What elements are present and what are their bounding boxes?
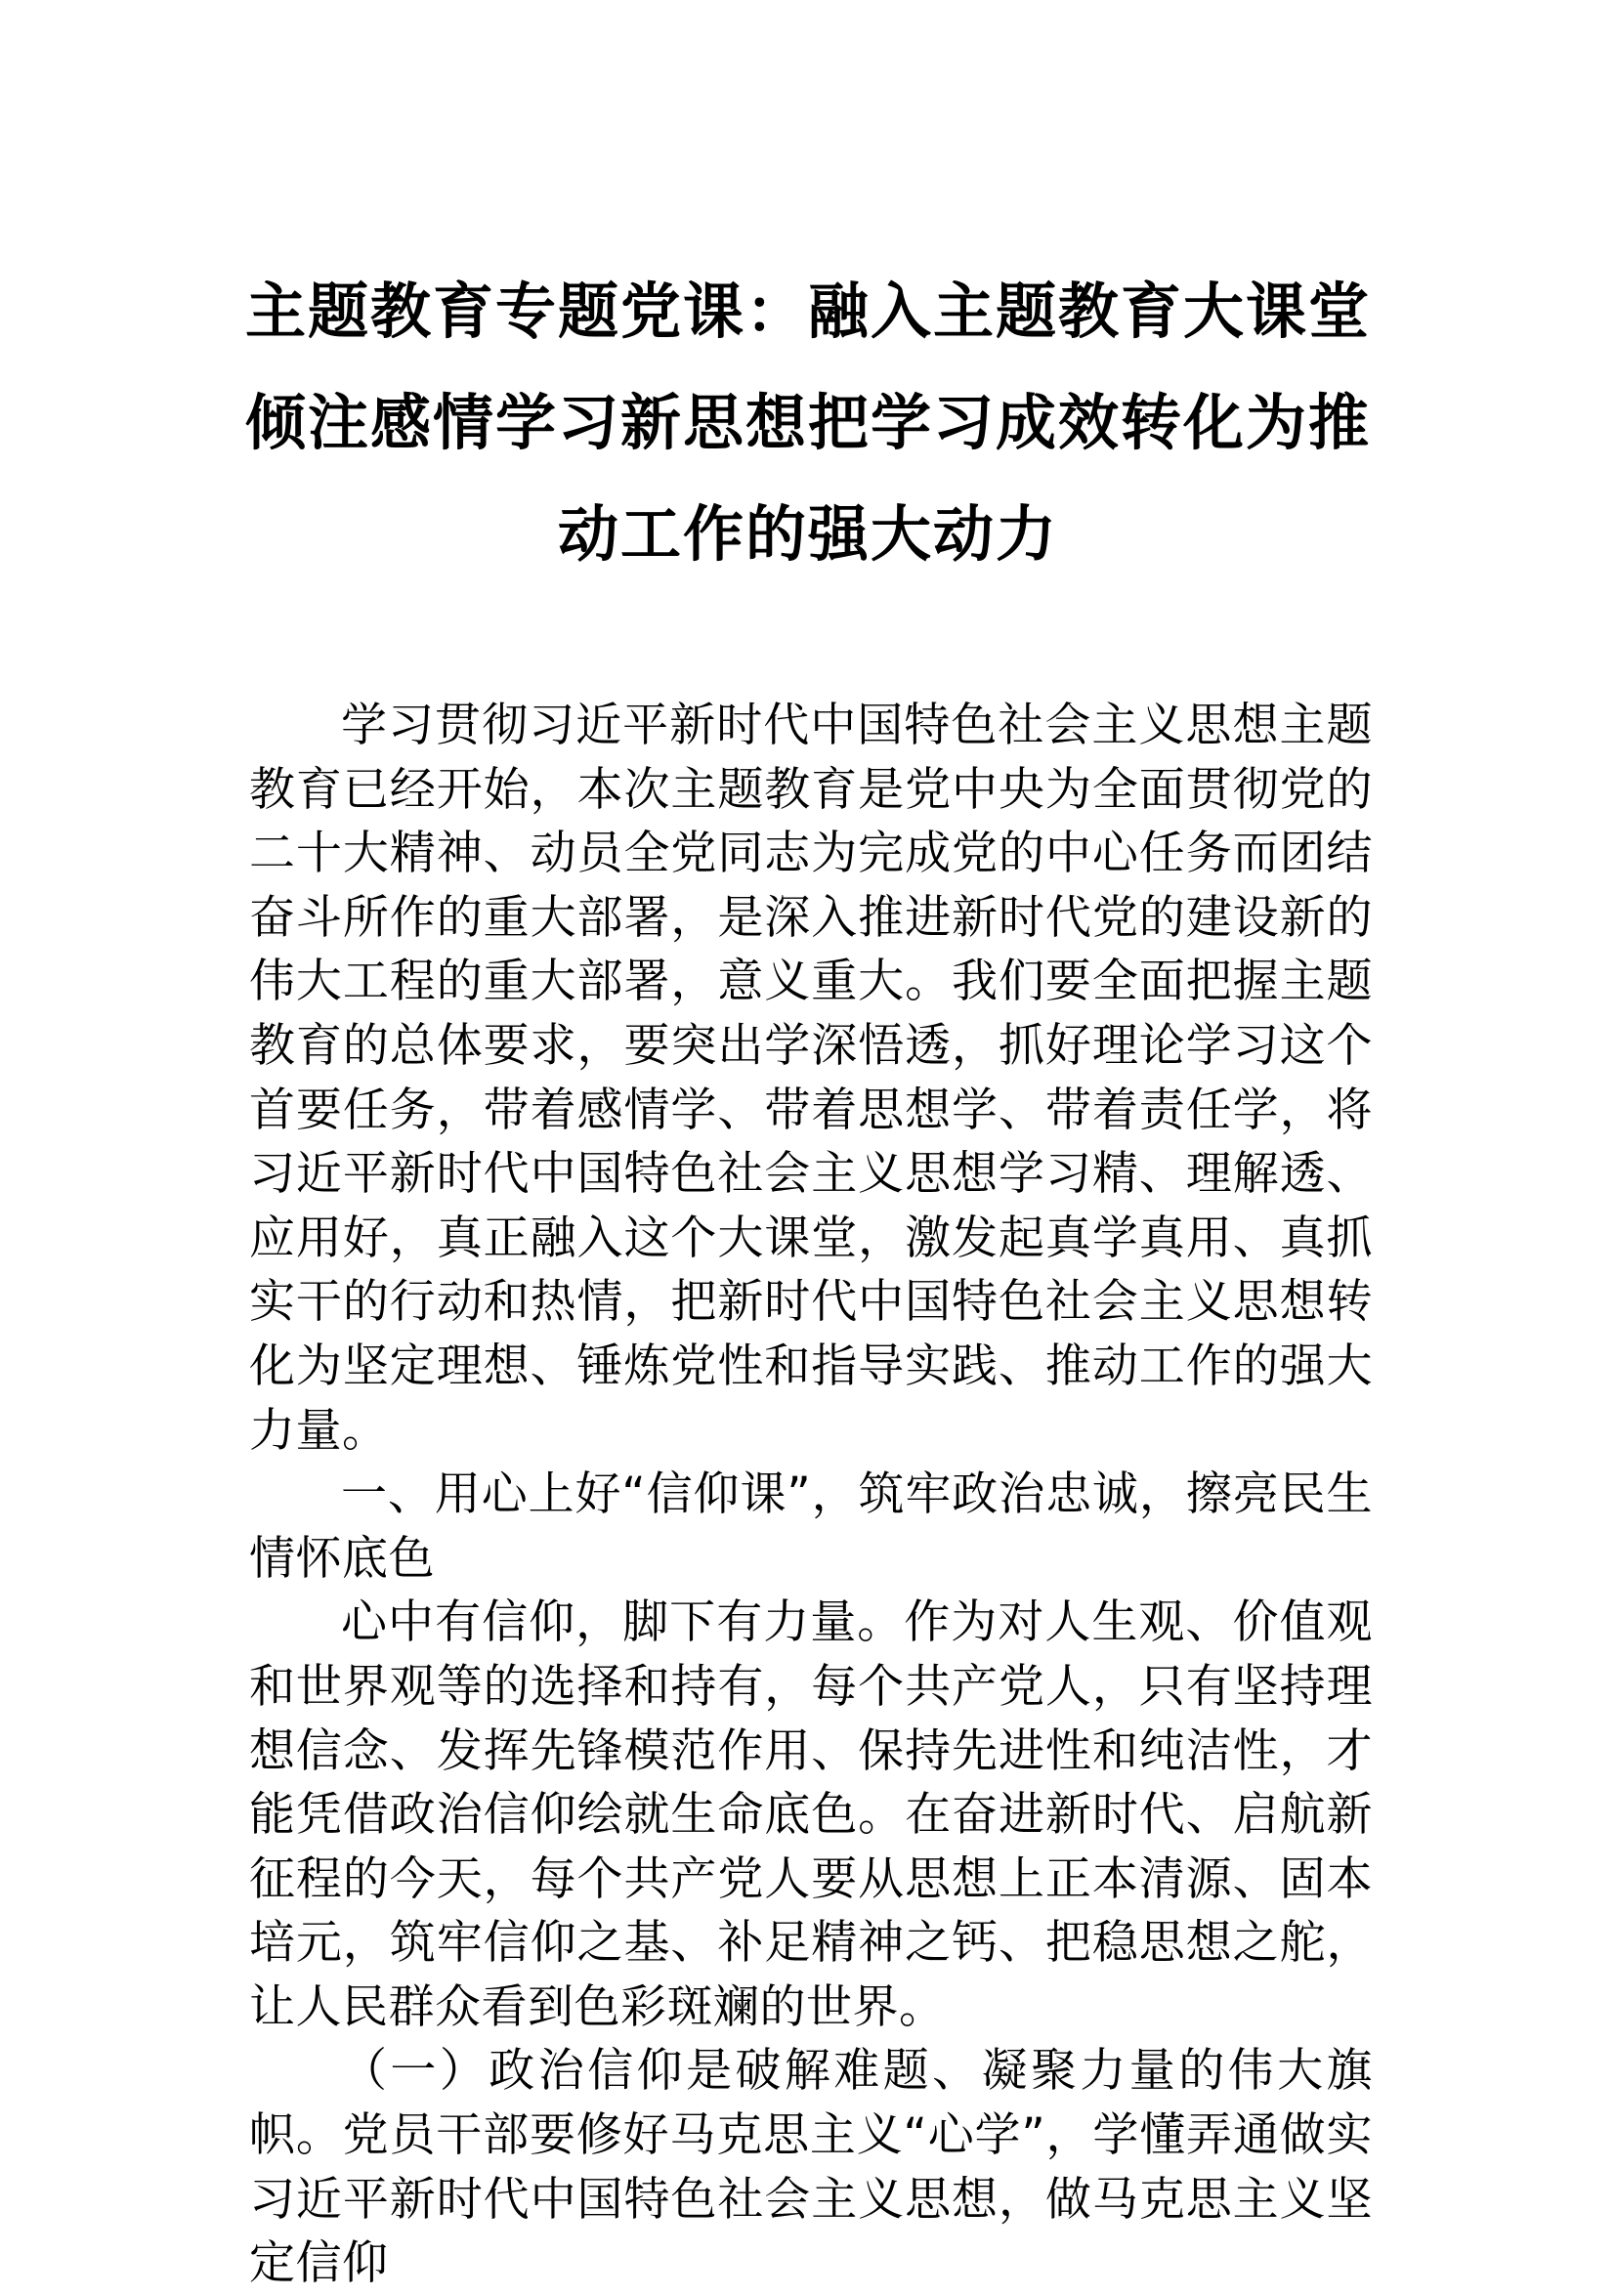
document-title: 主题教育专题党课：融入主题教育大课堂倾注感情学习新思想把学习成效转化为推动工作的强大动力 — [244, 276, 1371, 570]
subsection-paragraph-1: （一）政治信仰是破解难题、凝聚力量的伟大旗帜。党员干部要修好马克思主义“心学”，学懂弄通做实习近平新时代中国特色社会主义思想，做马克思主义坚定信仰 — [249, 2044, 1373, 2291]
body-paragraph-intro: 学习贯彻习近平新时代中国特色社会主义思想主题教育已经开始，本次主题教育是党中央为全面贯彻党的二十大精神、动员全党同志为完成党的中心任务而团结奋斗所作的重大部署，是深入推进新时代党的建设新的伟大工程的重大部署，意义重大。我们要全面把握主题教育的总体要求，要突出学深悟透，抓好理论学习这个首要任务，带着感情学、带着思想学、带着责任学，将习近平新时代中国特色社会主义思想学习精、理解透、应用好，真正融入这个大课堂，激发起真学真用、真抓实干的行动和热情，把新时代中国特色社会主义思想转化为坚定理想、锤炼党性和指导实践、推动工作的强大力量。 — [249, 699, 1373, 1458]
document-body — [249, 694, 1373, 2296]
body-paragraph-belief: 心中有信仰，脚下有力量。作为对人生观、价值观和世界观等的选择和持有，每个共产党人，只有坚持理想信念、发挥先锋模范作用、保持先进性和纯洁性，才能凭借政治信仰绘就生命底色。在奋进新时代、启航新征程的今天，每个共产党人要从思想上正本清源、固本培元，筑牢信仰之基、补足精神之钙、把稳思想之舵，让人民群众看到色彩斑斓的世界。 — [249, 1595, 1373, 2034]
section-heading-1: 一、用心上好“信仰课”，筑牢政治忠诚，擦亮民生情怀底色 — [249, 1467, 1373, 1586]
